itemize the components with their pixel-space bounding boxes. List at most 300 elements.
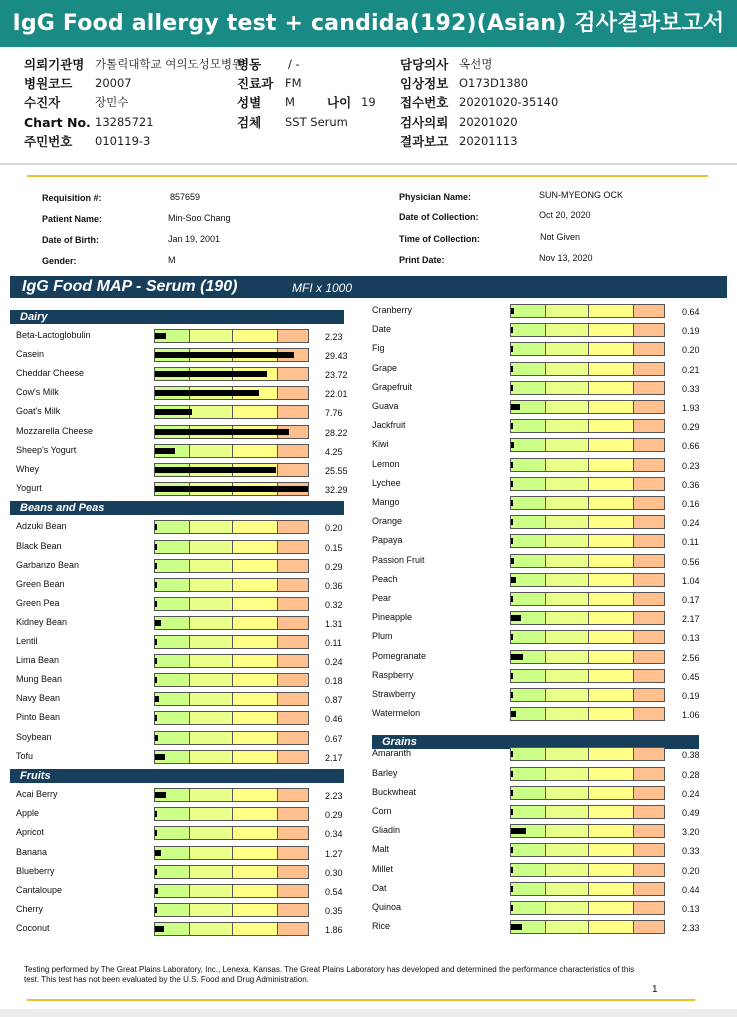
- header-value: 20201020: [459, 115, 518, 129]
- reactivity-gauge: [510, 920, 665, 934]
- patient-label: Time of Collection:: [399, 234, 480, 244]
- gauge-divider: [277, 541, 278, 553]
- gauge-divider: [545, 497, 546, 509]
- reactivity-gauge: [154, 482, 309, 496]
- patient-label: Gender:: [42, 256, 77, 266]
- reactivity-fill: [155, 563, 157, 569]
- gauge-divider: [189, 560, 190, 572]
- patient-value: Not Given: [540, 232, 581, 242]
- food-name: Millet: [372, 863, 394, 874]
- gauge-divider: [189, 636, 190, 648]
- reactivity-fill: [511, 385, 513, 391]
- patient-value: Oct 20, 2020: [539, 210, 591, 220]
- food-value: 0.20: [325, 523, 343, 534]
- reactivity-gauge: [154, 826, 309, 840]
- food-name: Pomegranate: [372, 650, 427, 661]
- gauge-divider: [588, 864, 589, 876]
- gauge-divider: [633, 768, 634, 780]
- gauge-divider: [545, 363, 546, 375]
- food-map-banner: [10, 276, 727, 298]
- food-value: 0.54: [325, 886, 343, 897]
- top-gold-rule: [27, 175, 708, 177]
- gauge-divider: [545, 382, 546, 394]
- reactivity-gauge: [510, 477, 665, 491]
- gauge-divider: [588, 825, 589, 837]
- section-header: Dairy: [10, 310, 344, 324]
- gauge-divider: [588, 883, 589, 895]
- reactivity-fill: [155, 524, 157, 530]
- gauge-divider: [277, 904, 278, 916]
- gauge-divider: [545, 555, 546, 567]
- reactivity-gauge: [154, 903, 309, 917]
- gauge-divider: [277, 445, 278, 457]
- food-name: Pineapple: [372, 612, 413, 623]
- gauge-divider: [545, 516, 546, 528]
- gauge-divider: [232, 712, 233, 724]
- gauge-divider: [277, 808, 278, 820]
- gauge-divider: [277, 387, 278, 399]
- reactivity-fill: [511, 711, 516, 717]
- gauge-divider: [588, 382, 589, 394]
- reactivity-gauge: [510, 901, 665, 915]
- reactivity-gauge: [510, 438, 665, 452]
- header-value: 가톨릭대학교 여의도성모병원: [95, 57, 244, 71]
- gauge-divider: [277, 560, 278, 572]
- reactivity-gauge: [510, 747, 665, 761]
- reactivity-fill: [155, 735, 158, 741]
- reactivity-gauge: [510, 611, 665, 625]
- reactivity-gauge: [154, 463, 309, 477]
- header-label: 검사의뢰: [400, 115, 449, 130]
- food-value: 0.36: [325, 580, 343, 591]
- gauge-divider: [588, 708, 589, 720]
- food-value: 0.19: [682, 691, 700, 701]
- section-header: Fruits: [10, 769, 344, 783]
- gauge-divider: [545, 651, 546, 663]
- gauge-divider: [232, 904, 233, 916]
- reactivity-gauge: [510, 362, 665, 376]
- gauge-divider: [633, 631, 634, 643]
- food-value: 0.16: [682, 499, 700, 509]
- gauge-divider: [588, 787, 589, 799]
- food-name: Banana: [16, 846, 48, 857]
- gauge-divider: [189, 789, 190, 801]
- food-name: Grape: [372, 362, 398, 373]
- patient-value: M: [168, 255, 176, 265]
- food-map-title: IgG Food MAP - Serum (190): [22, 278, 238, 295]
- food-value: 1.31: [325, 618, 343, 629]
- reactivity-gauge: [154, 654, 309, 668]
- gauge-divider: [588, 439, 589, 451]
- food-name: Cranberry: [372, 305, 413, 315]
- reactivity-gauge: [154, 692, 309, 706]
- food-value: 32.29: [325, 484, 348, 495]
- gauge-divider: [588, 689, 589, 701]
- gauge-divider: [633, 670, 634, 682]
- gauge-divider: [588, 844, 589, 856]
- gauge-divider: [545, 439, 546, 451]
- gauge-divider: [588, 748, 589, 760]
- gauge-divider: [633, 439, 634, 451]
- reactivity-fill: [511, 500, 513, 506]
- reactivity-gauge: [154, 884, 309, 898]
- header-value: 20007: [95, 76, 132, 90]
- food-name: Strawberry: [372, 689, 416, 699]
- gauge-divider: [588, 574, 589, 586]
- gauge-divider: [277, 885, 278, 897]
- food-name: Barley: [372, 767, 398, 778]
- header-value: FM: [285, 76, 302, 90]
- food-name: Cow's Milk: [16, 387, 59, 398]
- reactivity-fill: [155, 811, 157, 817]
- reactivity-gauge: [510, 592, 665, 606]
- header-value: SST Serum: [285, 115, 348, 129]
- reactivity-fill: [511, 462, 513, 468]
- gauge-divider: [633, 401, 634, 413]
- reactivity-gauge: [510, 554, 665, 568]
- food-name: Mozzarella Cheese: [16, 425, 94, 436]
- gauge-divider: [545, 324, 546, 336]
- reactivity-gauge: [510, 534, 665, 548]
- gauge-divider: [277, 598, 278, 610]
- reactivity-fill: [155, 869, 157, 875]
- gauge-divider: [232, 923, 233, 935]
- food-name: Navy Bean: [16, 693, 61, 704]
- food-name: Guava: [372, 401, 399, 411]
- food-name: Cheddar Cheese: [16, 368, 85, 379]
- gauge-divider: [277, 693, 278, 705]
- gauge-divider: [633, 459, 634, 471]
- reactivity-fill: [155, 390, 259, 396]
- food-value: 0.38: [682, 750, 700, 761]
- reactivity-fill: [511, 404, 520, 410]
- gauge-divider: [232, 330, 233, 342]
- food-value: 0.34: [325, 829, 343, 840]
- food-value: 0.20: [682, 865, 700, 876]
- gauge-divider: [588, 343, 589, 355]
- food-value: 1.86: [325, 924, 343, 935]
- reactivity-gauge: [510, 496, 665, 510]
- reactivity-fill: [511, 366, 513, 372]
- reactivity-gauge: [510, 843, 665, 857]
- food-value: 0.56: [682, 556, 700, 567]
- gauge-divider: [189, 617, 190, 629]
- header-label: 성별: [237, 95, 262, 110]
- header-value: O173D1380: [459, 76, 529, 90]
- food-value: 2.17: [682, 614, 700, 625]
- gauge-divider: [232, 636, 233, 648]
- patient-label: Date of Birth:: [42, 235, 99, 245]
- gauge-divider: [277, 617, 278, 629]
- reactivity-fill: [511, 771, 513, 777]
- footer-disclaimer: Testing performed by The Great Plains Laboratory, Inc., Lenexa, Kansas. The Great Plains Laboratory has developed and determined the performance characteristics of this test. This test has not been evaluated by the U.S. Food and Drug Administration.: [24, 965, 635, 984]
- reactivity-fill: [155, 467, 276, 473]
- reactivity-gauge: [510, 767, 665, 781]
- gauge-divider: [277, 579, 278, 591]
- reactivity-fill: [155, 754, 165, 760]
- food-value: 0.24: [682, 518, 700, 529]
- header-label: 검체: [237, 115, 262, 130]
- gauge-divider: [277, 406, 278, 418]
- food-name: Coconut: [16, 922, 50, 933]
- reactivity-gauge: [154, 922, 309, 936]
- food-map-unit: MFI x 1000: [292, 281, 353, 295]
- reactivity-fill: [511, 327, 513, 333]
- gauge-divider: [189, 904, 190, 916]
- gauge-divider: [545, 401, 546, 413]
- header-label: 수진자: [24, 95, 61, 110]
- reactivity-fill: [155, 696, 159, 702]
- reactivity-fill: [155, 830, 157, 836]
- gauge-divider: [277, 751, 278, 763]
- reactivity-fill: [511, 346, 513, 352]
- food-value: 1.27: [325, 848, 343, 859]
- header-value: 20201113: [459, 134, 518, 148]
- gauge-divider: [277, 847, 278, 859]
- reactivity-gauge: [510, 805, 665, 819]
- gauge-divider: [189, 923, 190, 935]
- reactivity-gauge: [510, 381, 665, 395]
- gauge-divider: [633, 902, 634, 914]
- header-label: Chart No.: [24, 115, 91, 130]
- gauge-divider: [633, 921, 634, 933]
- gauge-divider: [545, 631, 546, 643]
- reactivity-gauge: [510, 630, 665, 644]
- section-header: Beans and Peas: [10, 501, 344, 515]
- food-name: Date: [372, 324, 392, 335]
- food-value: 23.72: [325, 370, 348, 381]
- food-value: 0.49: [682, 808, 700, 818]
- gauge-divider: [633, 324, 634, 336]
- food-value: 2.23: [325, 791, 343, 802]
- gauge-divider: [545, 806, 546, 818]
- gauge-divider: [277, 368, 278, 380]
- reactivity-fill: [511, 423, 513, 429]
- food-value: 2.56: [682, 652, 700, 663]
- gauge-divider: [232, 560, 233, 572]
- gauge-divider: [588, 651, 589, 663]
- food-value: 0.32: [325, 599, 343, 610]
- gauge-divider: [588, 459, 589, 471]
- reactivity-fill: [155, 352, 294, 358]
- reactivity-gauge: [510, 786, 665, 800]
- gauge-divider: [588, 921, 589, 933]
- gauge-divider: [633, 574, 634, 586]
- food-value: 0.17: [682, 595, 700, 605]
- reactivity-gauge: [154, 520, 309, 534]
- reactivity-gauge: [510, 707, 665, 721]
- gauge-divider: [232, 732, 233, 744]
- reactivity-gauge: [510, 863, 665, 877]
- gauge-divider: [633, 825, 634, 837]
- food-value: 1.04: [682, 575, 700, 586]
- gauge-divider: [189, 751, 190, 763]
- gauge-divider: [545, 748, 546, 760]
- gauge-divider: [232, 617, 233, 629]
- patient-value: Jan 19, 2001: [168, 234, 221, 244]
- reactivity-fill: [511, 577, 516, 583]
- reactivity-fill: [511, 308, 514, 314]
- gauge-divider: [277, 866, 278, 878]
- food-value: 29.43: [325, 351, 348, 362]
- reactivity-gauge: [154, 616, 309, 630]
- gauge-divider: [588, 902, 589, 914]
- header-value: 옥선명: [459, 57, 493, 71]
- gauge-divider: [545, 708, 546, 720]
- food-value: 25.55: [325, 465, 348, 476]
- food-name: Papaya: [372, 535, 403, 546]
- reactivity-fill: [511, 790, 513, 796]
- gauge-divider: [189, 655, 190, 667]
- gauge-divider: [545, 883, 546, 895]
- gauge-divider: [633, 689, 634, 701]
- food-value: 0.13: [682, 633, 700, 644]
- patient-value: SUN-MYEONG OCK: [539, 190, 624, 200]
- gauge-divider: [277, 521, 278, 533]
- gauge-divider: [633, 382, 634, 394]
- food-value: 0.33: [682, 383, 700, 394]
- gauge-divider: [545, 305, 546, 317]
- gauge-divider: [545, 343, 546, 355]
- food-value: 0.23: [682, 460, 700, 471]
- food-name: Lentil: [16, 636, 38, 646]
- food-value: 0.13: [682, 904, 700, 914]
- gauge-divider: [588, 555, 589, 567]
- food-name: Adzuki Bean: [16, 521, 67, 532]
- gauge-divider: [633, 343, 634, 355]
- reactivity-fill: [511, 673, 513, 679]
- food-name: Jackfruit: [372, 420, 406, 431]
- food-name: Malt: [372, 844, 390, 855]
- reactivity-fill: [511, 751, 513, 757]
- gauge-divider: [232, 751, 233, 763]
- food-value: 2.17: [325, 752, 343, 763]
- reactivity-gauge: [154, 386, 309, 400]
- header-label: 의뢰기관명: [24, 57, 85, 72]
- header-label: 접수번호: [400, 95, 449, 110]
- gauge-divider: [189, 885, 190, 897]
- gauge-divider: [545, 902, 546, 914]
- gauge-divider: [545, 420, 546, 432]
- food-value: 0.24: [682, 788, 700, 799]
- gauge-divider: [232, 579, 233, 591]
- reactivity-fill: [511, 692, 513, 698]
- page-number: 1: [652, 984, 658, 995]
- food-name: Grapefruit: [372, 381, 413, 392]
- food-name: Beta-Lactoglobulin: [16, 330, 91, 340]
- age-value: 19: [361, 95, 376, 109]
- gauge-divider: [232, 541, 233, 553]
- reactivity-fill: [155, 409, 192, 415]
- gauge-divider: [633, 363, 634, 375]
- food-value: 0.21: [682, 364, 700, 375]
- food-value: 0.24: [325, 657, 343, 668]
- food-name: Cantaloupe: [16, 884, 63, 895]
- gauge-divider: [232, 847, 233, 859]
- food-value: 0.87: [325, 695, 343, 706]
- reactivity-fill: [511, 828, 526, 834]
- reactivity-fill: [155, 850, 161, 856]
- gauge-divider: [232, 808, 233, 820]
- reactivity-gauge: [510, 458, 665, 472]
- reactivity-fill: [511, 481, 513, 487]
- reactivity-fill: [511, 654, 523, 660]
- header-value: / -: [288, 57, 300, 71]
- reactivity-gauge: [154, 329, 309, 343]
- reactivity-fill: [511, 847, 513, 853]
- food-value: 1.93: [682, 403, 700, 413]
- reactivity-gauge: [154, 348, 309, 362]
- food-name: Whey: [16, 463, 40, 474]
- age-label: 나이: [327, 95, 352, 110]
- food-value: 0.44: [682, 884, 700, 895]
- food-name: Pinto Bean: [16, 712, 61, 723]
- patient-value: Min-Soo Chang: [168, 213, 231, 223]
- food-name: Garbanzo Bean: [16, 559, 80, 570]
- header-label: 진료과: [237, 76, 274, 91]
- food-name: Soybean: [16, 731, 52, 742]
- gauge-divider: [277, 330, 278, 342]
- food-name: Lima Bean: [16, 655, 60, 666]
- food-name: Casein: [16, 349, 45, 360]
- reactivity-gauge: [510, 400, 665, 414]
- gauge-divider: [633, 748, 634, 760]
- reactivity-gauge: [510, 342, 665, 356]
- gauge-divider: [588, 497, 589, 509]
- food-value: 28.22: [325, 427, 348, 438]
- gauge-divider: [277, 655, 278, 667]
- gauge-divider: [189, 808, 190, 820]
- reactivity-gauge: [154, 444, 309, 458]
- gauge-divider: [633, 651, 634, 663]
- food-name: Peach: [372, 573, 398, 584]
- food-value: 0.36: [682, 479, 700, 490]
- reactivity-gauge: [510, 669, 665, 683]
- reactivity-fill: [511, 867, 513, 873]
- food-name: Passion Fruit: [372, 554, 425, 565]
- food-value: 0.29: [682, 422, 700, 433]
- gauge-divider: [277, 636, 278, 648]
- reactivity-gauge: [510, 882, 665, 896]
- header-divider: [0, 163, 737, 165]
- gauge-divider: [588, 768, 589, 780]
- reactivity-gauge: [510, 304, 665, 318]
- gauge-divider: [545, 689, 546, 701]
- gauge-divider: [588, 631, 589, 643]
- gauge-divider: [232, 866, 233, 878]
- reactivity-gauge: [510, 515, 665, 529]
- reactivity-gauge: [510, 419, 665, 433]
- food-name: Goat's Milk: [16, 406, 61, 417]
- gauge-divider: [232, 598, 233, 610]
- food-name: Apricot: [16, 827, 45, 838]
- gauge-divider: [189, 521, 190, 533]
- reactivity-gauge: [154, 425, 309, 439]
- gauge-divider: [189, 579, 190, 591]
- gauge-divider: [189, 732, 190, 744]
- food-value: 0.11: [325, 638, 342, 648]
- gauge-divider: [588, 670, 589, 682]
- reactivity-gauge: [154, 673, 309, 687]
- food-name: Tofu: [16, 750, 34, 761]
- food-value: 0.18: [325, 676, 343, 687]
- food-value: 7.76: [325, 408, 343, 419]
- food-value: 2.33: [682, 923, 700, 934]
- gauge-divider: [189, 827, 190, 839]
- reactivity-fill: [511, 538, 513, 544]
- gauge-divider: [232, 789, 233, 801]
- reactivity-gauge: [154, 578, 309, 592]
